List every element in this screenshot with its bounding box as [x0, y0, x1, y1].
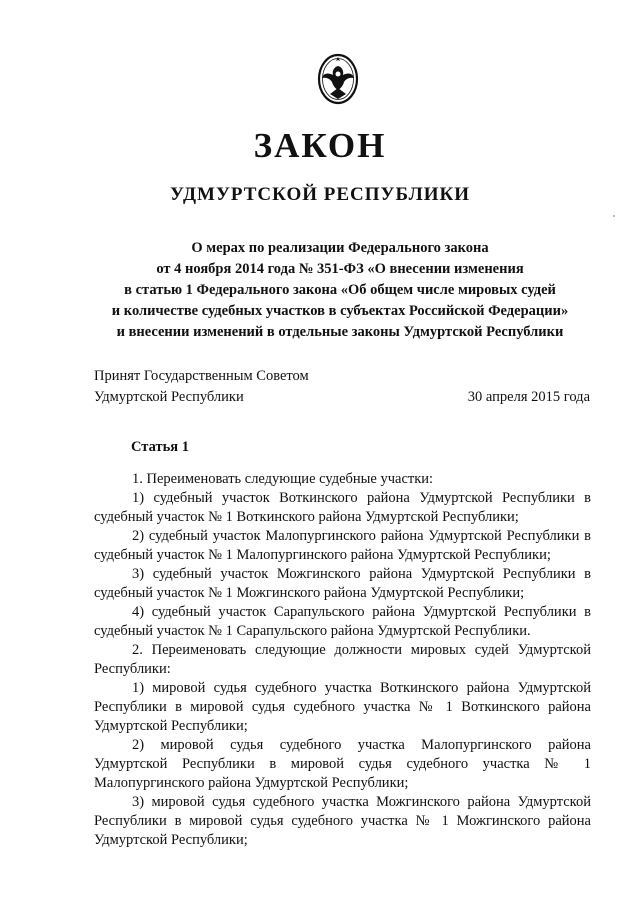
udmurt-coat-of-arms-icon: [313, 52, 363, 110]
heading-line: в статью 1 Федерального закона «Об общем числе мировых судей: [124, 282, 556, 298]
law-heading: [60, 238, 620, 343]
paragraph: 3) мировой судья судебного участка Можгинского района Удмуртской Республики в мировой судья судебного участка № 1 Можгинского района Удмуртской Республики;: [94, 794, 591, 848]
adoption-date: 30 апреля 2015 года: [467, 389, 590, 405]
adoption-line: Удмуртской Республики: [94, 389, 244, 405]
scan-mark: [613, 215, 615, 217]
heading-line: и внесении изменений в отдельные законы Удмуртской Республики: [116, 324, 564, 340]
heading-line: и количестве судебных участков в субъектах Российской Федерации»: [111, 303, 569, 319]
heading-line: О мерах по реализации Федерального закона: [191, 240, 489, 256]
adoption-line: Принят Государственным Советом: [94, 368, 309, 384]
paragraph: 3) судебный участок Можгинского района Удмуртской Республики в судебный участок № 1 Можгинского района Удмуртской Республики;: [94, 566, 591, 601]
paragraph: 1) судебный участок Воткинского района Удмуртской Республики в судебный участок № 1 Воткинского района Удмуртской Республики;: [94, 490, 591, 525]
paragraph: 2) мировой судья судебного участка Малопургинского района Удмуртской Республики в мировой судья судебного участка № 1 Малопургинского района Удмуртской Республики;: [94, 737, 591, 791]
document-subtitle: УДМУРТСКОЙ РЕСПУБЛИКИ: [169, 184, 471, 205]
adoption-note: [94, 366, 309, 408]
heading-line: от 4 ноября 2014 года № 351-ФЗ «О внесении изменения: [156, 261, 524, 277]
paragraph: 2. Переименовать следующие должности мировых судей Удмуртской Республики:: [94, 642, 591, 677]
paragraph: 4) судебный участок Сарапульского района Удмуртской Республики в судебный участок № 1 Сарапульского района Удмуртской Республики.: [94, 604, 591, 639]
document-title: ЗАКОН: [253, 126, 387, 165]
paragraph: 1) мировой судья судебного участка Воткинского района Удмуртской Республики в мировой судья судебного участка № 1 Воткинского района Удмуртской Республики;: [94, 680, 591, 734]
paragraph: 2) судебный участок Малопургинского района Удмуртской Республики в судебный участок № 1 Малопургинского района Удмуртской Республики;: [94, 528, 591, 563]
paragraph: 1. Переименовать следующие судебные участки:: [132, 471, 434, 487]
article-body: [94, 470, 591, 850]
article-title: Статья 1: [131, 439, 189, 455]
